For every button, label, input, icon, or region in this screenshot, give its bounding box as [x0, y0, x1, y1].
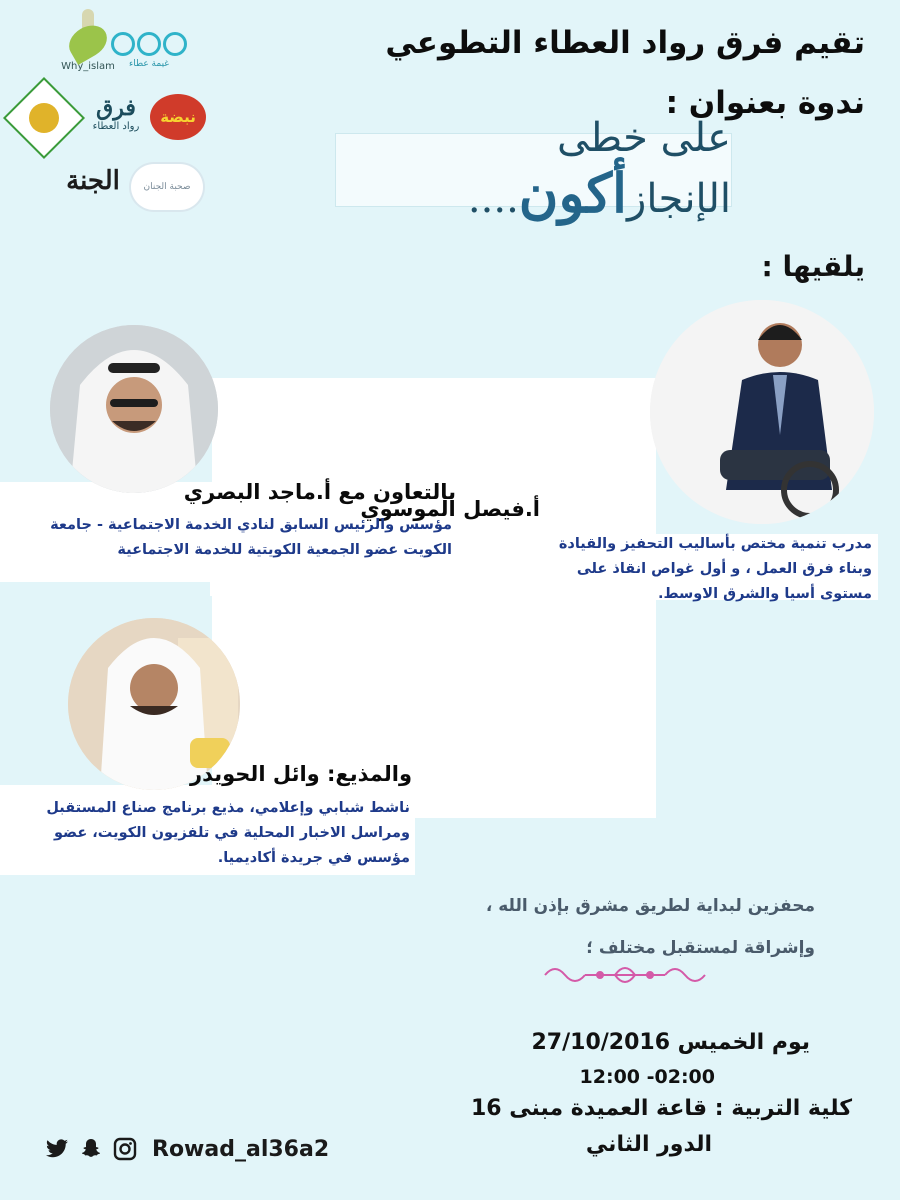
- seminar-title: [336, 115, 731, 225]
- nabda-badge: نبضة: [150, 94, 206, 140]
- why-islam-label: Why_islam: [61, 60, 115, 72]
- cloud-logo: [128, 158, 206, 216]
- event-location: كلية التربية : قاعة العميدة مبنى 16: [470, 1096, 852, 1121]
- jannah-label: الجنة: [66, 166, 120, 196]
- social-handle[interactable]: Rowad_al36a2: [152, 1136, 330, 1162]
- ghayma-label: غيمة عطاء: [128, 58, 170, 69]
- speaker-desc-wael: ناشط شبابي وإعلامي، مذيع برنامج صناع المستقبل ومراسل الاخبار المحلية في تلفزيون الكويت، عضو مؤسس في جريدة أكاديميا.: [46, 800, 410, 866]
- ghayma-ataa-logo: [118, 22, 180, 78]
- faisal-photo: [650, 300, 874, 524]
- seminar-title-dots: ....: [467, 176, 519, 222]
- nabda-logo: [148, 92, 208, 142]
- speaker-name-majed: بالتعاون مع أ.ماجد البصري: [183, 480, 456, 504]
- speaker-name-faisal: أ.فيصل الموسوي: [360, 497, 540, 521]
- event-date: يوم الخميس 27/10/2016: [531, 1030, 810, 1055]
- social-bar: [44, 1136, 329, 1162]
- motto: [486, 885, 815, 969]
- why-islam-logo: [58, 5, 118, 75]
- event-floor: الدور الثاني: [585, 1132, 712, 1157]
- seminar-title-main: على خطى الإنجاز: [556, 115, 731, 222]
- speaker-desc-majed: مؤسس والرئيس السابق لنادي الخدمة الاجتماعية - جامعة الكويت عضو الجمعية الكويتية للخدمة الاجتماعية: [50, 517, 452, 558]
- presenters-label: يلقيها :: [761, 250, 865, 283]
- majed-photo: [50, 325, 218, 493]
- twitter-icon[interactable]: [44, 1136, 70, 1162]
- speaker-desc-faisal: مدرب تنمية مختص بأساليب التحفيز والقيادة وبناء فرق العمل ، و أول غواص انقاذ على مستوى أسيا والشرق الاوسط.: [558, 536, 872, 602]
- speaker-name-wael: والمذيع: وائل الحويدر: [190, 762, 412, 786]
- snapchat-icon[interactable]: [78, 1136, 104, 1162]
- firaq-rowad-logo: [86, 88, 146, 138]
- motto-line-1: محفزين لبداية لطريق مشرق بإذن الله ،: [485, 896, 815, 916]
- jannah-logo: [58, 150, 128, 212]
- seminar-title-emphasis: أكون: [518, 161, 628, 225]
- event-time: 12:00 -02:00: [579, 1066, 715, 1088]
- firaq-subtitle: رواد العطاء: [92, 120, 140, 132]
- instagram-icon[interactable]: [112, 1136, 138, 1162]
- cloud-label: صحبة الجنان: [131, 164, 203, 210]
- circles-icon: [111, 32, 187, 56]
- firaq-title: فرق: [96, 94, 136, 121]
- leaf-icon: [63, 19, 113, 65]
- dome-icon: [29, 103, 59, 133]
- motto-line-2: وإشراقة لمستقبل مختلف ؛: [586, 938, 815, 958]
- flourish-divider-icon: [540, 960, 710, 990]
- seminar-label: ندوة بعنوان :: [665, 85, 865, 121]
- seminar-title-box: [335, 115, 732, 225]
- mosque-team-logo: [14, 88, 74, 148]
- event-organizer-heading: تقيم فرق رواد العطاء التطوعي: [385, 25, 865, 61]
